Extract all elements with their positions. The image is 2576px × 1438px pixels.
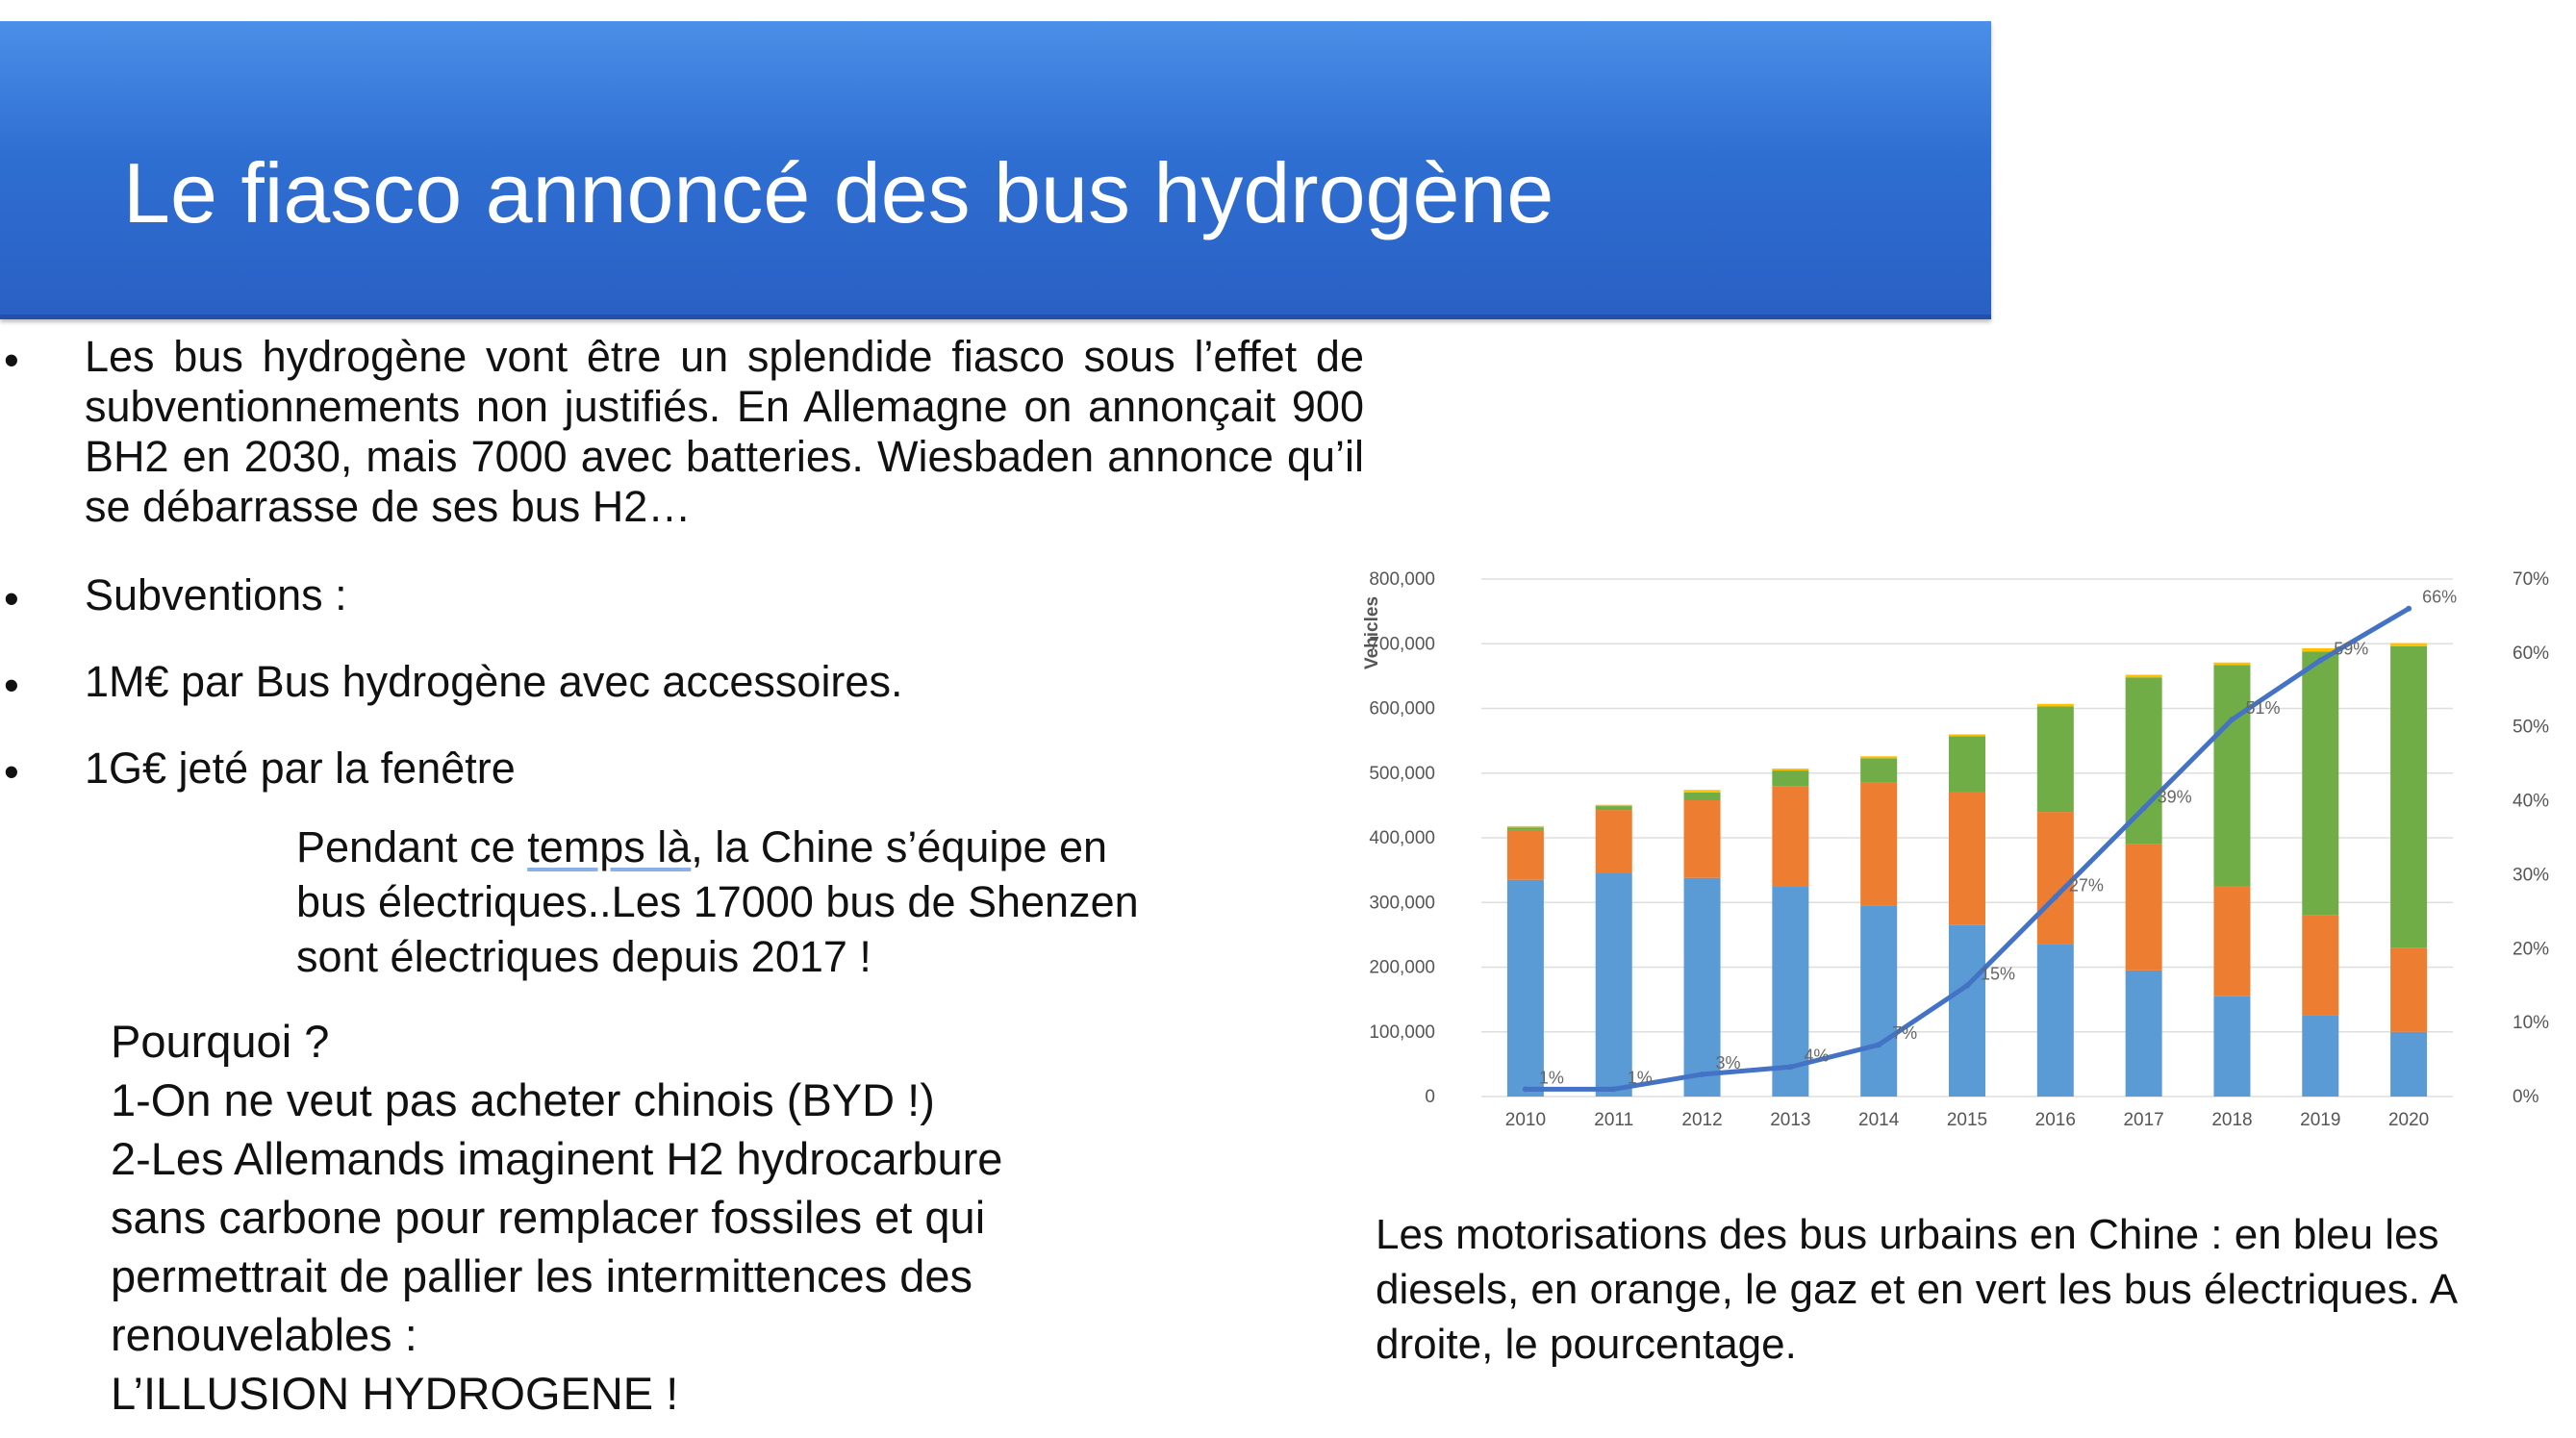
line-point — [1611, 1086, 1617, 1092]
percentage-label: 4% — [1804, 1046, 1830, 1066]
bar-segment-diesel — [2126, 971, 2162, 1097]
china-note-line: bus électriques..Les 17000 bus de Shenzen — [296, 877, 1139, 926]
x-tick-label: 2013 — [1770, 1110, 1811, 1130]
bullet-dot-icon: • — [4, 661, 19, 710]
bar-segment-gas — [1596, 810, 1632, 873]
caption-line: diesels, en orange, le gaz et en vert les bus électriques. A — [1376, 1266, 2459, 1313]
bar-segment-diesel — [1507, 880, 1544, 1097]
bar-segment-other — [2213, 663, 2250, 666]
y-tick-label: 400,000 — [1369, 828, 1435, 848]
y-axis-label: Vehicles — [1362, 595, 1382, 670]
line-point — [1523, 1086, 1528, 1092]
y2-tick-label: 10% — [2513, 1013, 2550, 1034]
bar-segment-gas — [2213, 886, 2250, 996]
bullet-list — [0, 332, 1364, 830]
bullet-text: 1M€ par Bus hydrogène avec accessoires. — [85, 657, 903, 706]
why-line: 2-Les Allemands imaginent H2 hydrocarbure — [111, 1133, 1003, 1184]
bar-segment-diesel — [2390, 1032, 2427, 1097]
bar-segment-other — [1507, 826, 1544, 827]
y2-tick-label: 60% — [2513, 643, 2550, 664]
line-point — [2053, 894, 2058, 899]
bus-chart — [1356, 550, 2559, 1147]
china-note-line — [296, 820, 1258, 874]
bullet-dot-icon: • — [4, 574, 19, 623]
x-tick-label: 2014 — [1858, 1110, 1900, 1130]
y-tick-label: 800,000 — [1369, 569, 1435, 590]
line-point — [2229, 717, 2235, 722]
bar-segment-electric — [1949, 736, 1985, 793]
bullet-item — [0, 657, 1364, 710]
percentage-label: 59% — [2334, 639, 2369, 659]
bar-segment-diesel — [1860, 906, 1897, 1097]
line-point — [1964, 983, 1970, 989]
bar-segment-diesel — [1949, 925, 1985, 1097]
x-tick-label: 2020 — [2387, 1110, 2430, 1130]
slide-title: Le fiasco annoncé des bus hydrogène — [123, 145, 1554, 240]
y2-tick-label: 0% — [2513, 1087, 2539, 1107]
line-point — [1876, 1042, 1881, 1047]
y-tick-label: 700,000 — [1369, 634, 1435, 655]
y-tick-label: 0 — [1425, 1087, 1435, 1107]
bullet-text: 1G€ jeté par la fenêtre — [85, 744, 516, 793]
percentage-label: 27% — [2068, 875, 2104, 896]
x-tick-label: 2019 — [2300, 1110, 2341, 1130]
bar-segment-gas — [2302, 916, 2338, 1016]
percentage-label: 15% — [1981, 964, 2016, 984]
x-tick-label: 2012 — [1681, 1110, 1723, 1130]
line-point — [2406, 606, 2412, 612]
x-tick-label: 2011 — [1594, 1110, 1634, 1130]
bar-segment-gas — [1772, 786, 1808, 886]
why-section — [111, 1012, 1169, 1423]
bar-segment-other — [2390, 643, 2427, 646]
bar-segment-electric — [1596, 806, 1632, 810]
y2-tick-label: 40% — [2513, 791, 2550, 812]
bar-segment-diesel — [2037, 945, 2074, 1097]
why-line: Pourquoi ? — [111, 1016, 330, 1067]
bar-segment-electric — [1772, 770, 1808, 786]
x-tick-label: 2016 — [2034, 1110, 2076, 1130]
chart-caption — [1376, 1207, 2568, 1372]
bar-segment-electric — [2390, 646, 2427, 947]
percentage-label: 3% — [1715, 1052, 1741, 1072]
bar-segment-other — [1596, 805, 1632, 806]
x-tick-label: 2017 — [2123, 1110, 2164, 1130]
y-tick-label: 200,000 — [1369, 957, 1435, 978]
caption-line: droite, le pourcentage. — [1376, 1321, 1797, 1368]
percentage-label: 66% — [2422, 587, 2458, 607]
bar-segment-diesel — [2213, 997, 2250, 1097]
bullet-text: Subventions : — [85, 570, 347, 619]
y-tick-label: 300,000 — [1369, 893, 1435, 914]
y2-tick-label: 50% — [2513, 717, 2550, 738]
bar-segment-electric — [2302, 651, 2338, 915]
bullet-text: Les bus hydrogène vont être un splendide fiasco sous l’effet de subventionnements non justifiés. En Allemagne on annonçait 900 BH2 en 2030, mais 7000 avec batteries. Wiesbaden annonce qu’il se débarrasse de ses bus H2… — [85, 332, 1364, 531]
bullet-item — [0, 332, 1364, 532]
y2-tick-label: 20% — [2513, 939, 2550, 960]
percentage-label: 39% — [2157, 787, 2192, 807]
china-note-line: sont électriques depuis 2017 ! — [296, 932, 871, 981]
bar-segment-other — [2037, 704, 2074, 707]
china-note — [296, 820, 1258, 984]
bar-segment-gas — [2390, 947, 2427, 1031]
bar-segment-other — [1949, 734, 1985, 736]
chart-bars — [1507, 643, 2427, 1097]
bar-segment-other — [1684, 790, 1721, 793]
bar-segment-other — [1772, 769, 1808, 770]
bar-segment-electric — [1860, 758, 1897, 783]
percentage-label: 1% — [1627, 1068, 1653, 1088]
y2-tick-label: 30% — [2513, 865, 2550, 886]
line-point — [1700, 1072, 1705, 1077]
china-note-post: , la Chine s’équipe en — [691, 822, 1108, 871]
caption-line: Les motorisations des bus urbains en Chine : en bleu les — [1376, 1211, 2439, 1258]
bullet-item — [0, 744, 1364, 794]
bar-segment-diesel — [2302, 1016, 2338, 1097]
y-tick-label: 600,000 — [1369, 698, 1435, 719]
percentage-label: 1% — [1538, 1068, 1564, 1088]
percentage-label: 7% — [1892, 1023, 1918, 1044]
china-note-pre: Pendant ce — [296, 822, 528, 871]
why-line: renouvelables : — [111, 1309, 417, 1360]
line-point — [2317, 658, 2323, 664]
bar-segment-diesel — [1596, 873, 1632, 1097]
y-tick-label: 100,000 — [1369, 1022, 1435, 1043]
percentage-label: 51% — [2245, 698, 2281, 719]
line-point — [2141, 805, 2147, 811]
why-line: L’ILLUSION HYDROGENE ! — [111, 1368, 679, 1419]
why-line: 1-On ne veut pas acheter chinois (BYD !) — [111, 1074, 935, 1125]
why-line: sans carbone pour remplacer fossiles et qui — [111, 1192, 986, 1243]
bar-segment-other — [2126, 675, 2162, 678]
bar-segment-gas — [1684, 800, 1721, 878]
y-tick-label: 500,000 — [1369, 763, 1435, 784]
bar-segment-electric — [2037, 706, 2074, 812]
bar-segment-gas — [2126, 845, 2162, 971]
bullet-dot-icon: • — [4, 747, 19, 796]
why-line: permettrait de pallier les intermittences des — [111, 1250, 973, 1301]
bar-segment-gas — [1860, 783, 1897, 906]
bar-segment-electric — [1684, 793, 1721, 800]
title-bar — [0, 21, 1991, 319]
bar-segment-gas — [1507, 830, 1544, 880]
china-note-underlined: temps là — [527, 822, 692, 871]
x-tick-label: 2015 — [1946, 1110, 1988, 1130]
x-tick-label: 2010 — [1504, 1110, 1547, 1130]
bar-segment-electric — [1507, 827, 1544, 830]
bullet-item — [0, 570, 1364, 623]
y2-tick-label: 70% — [2513, 569, 2550, 590]
bullet-dot-icon: • — [4, 336, 19, 385]
line-point — [1787, 1064, 1793, 1070]
x-tick-label: 2018 — [2211, 1110, 2253, 1130]
bar-segment-other — [1860, 756, 1897, 758]
bar-segment-gas — [1949, 793, 1985, 925]
